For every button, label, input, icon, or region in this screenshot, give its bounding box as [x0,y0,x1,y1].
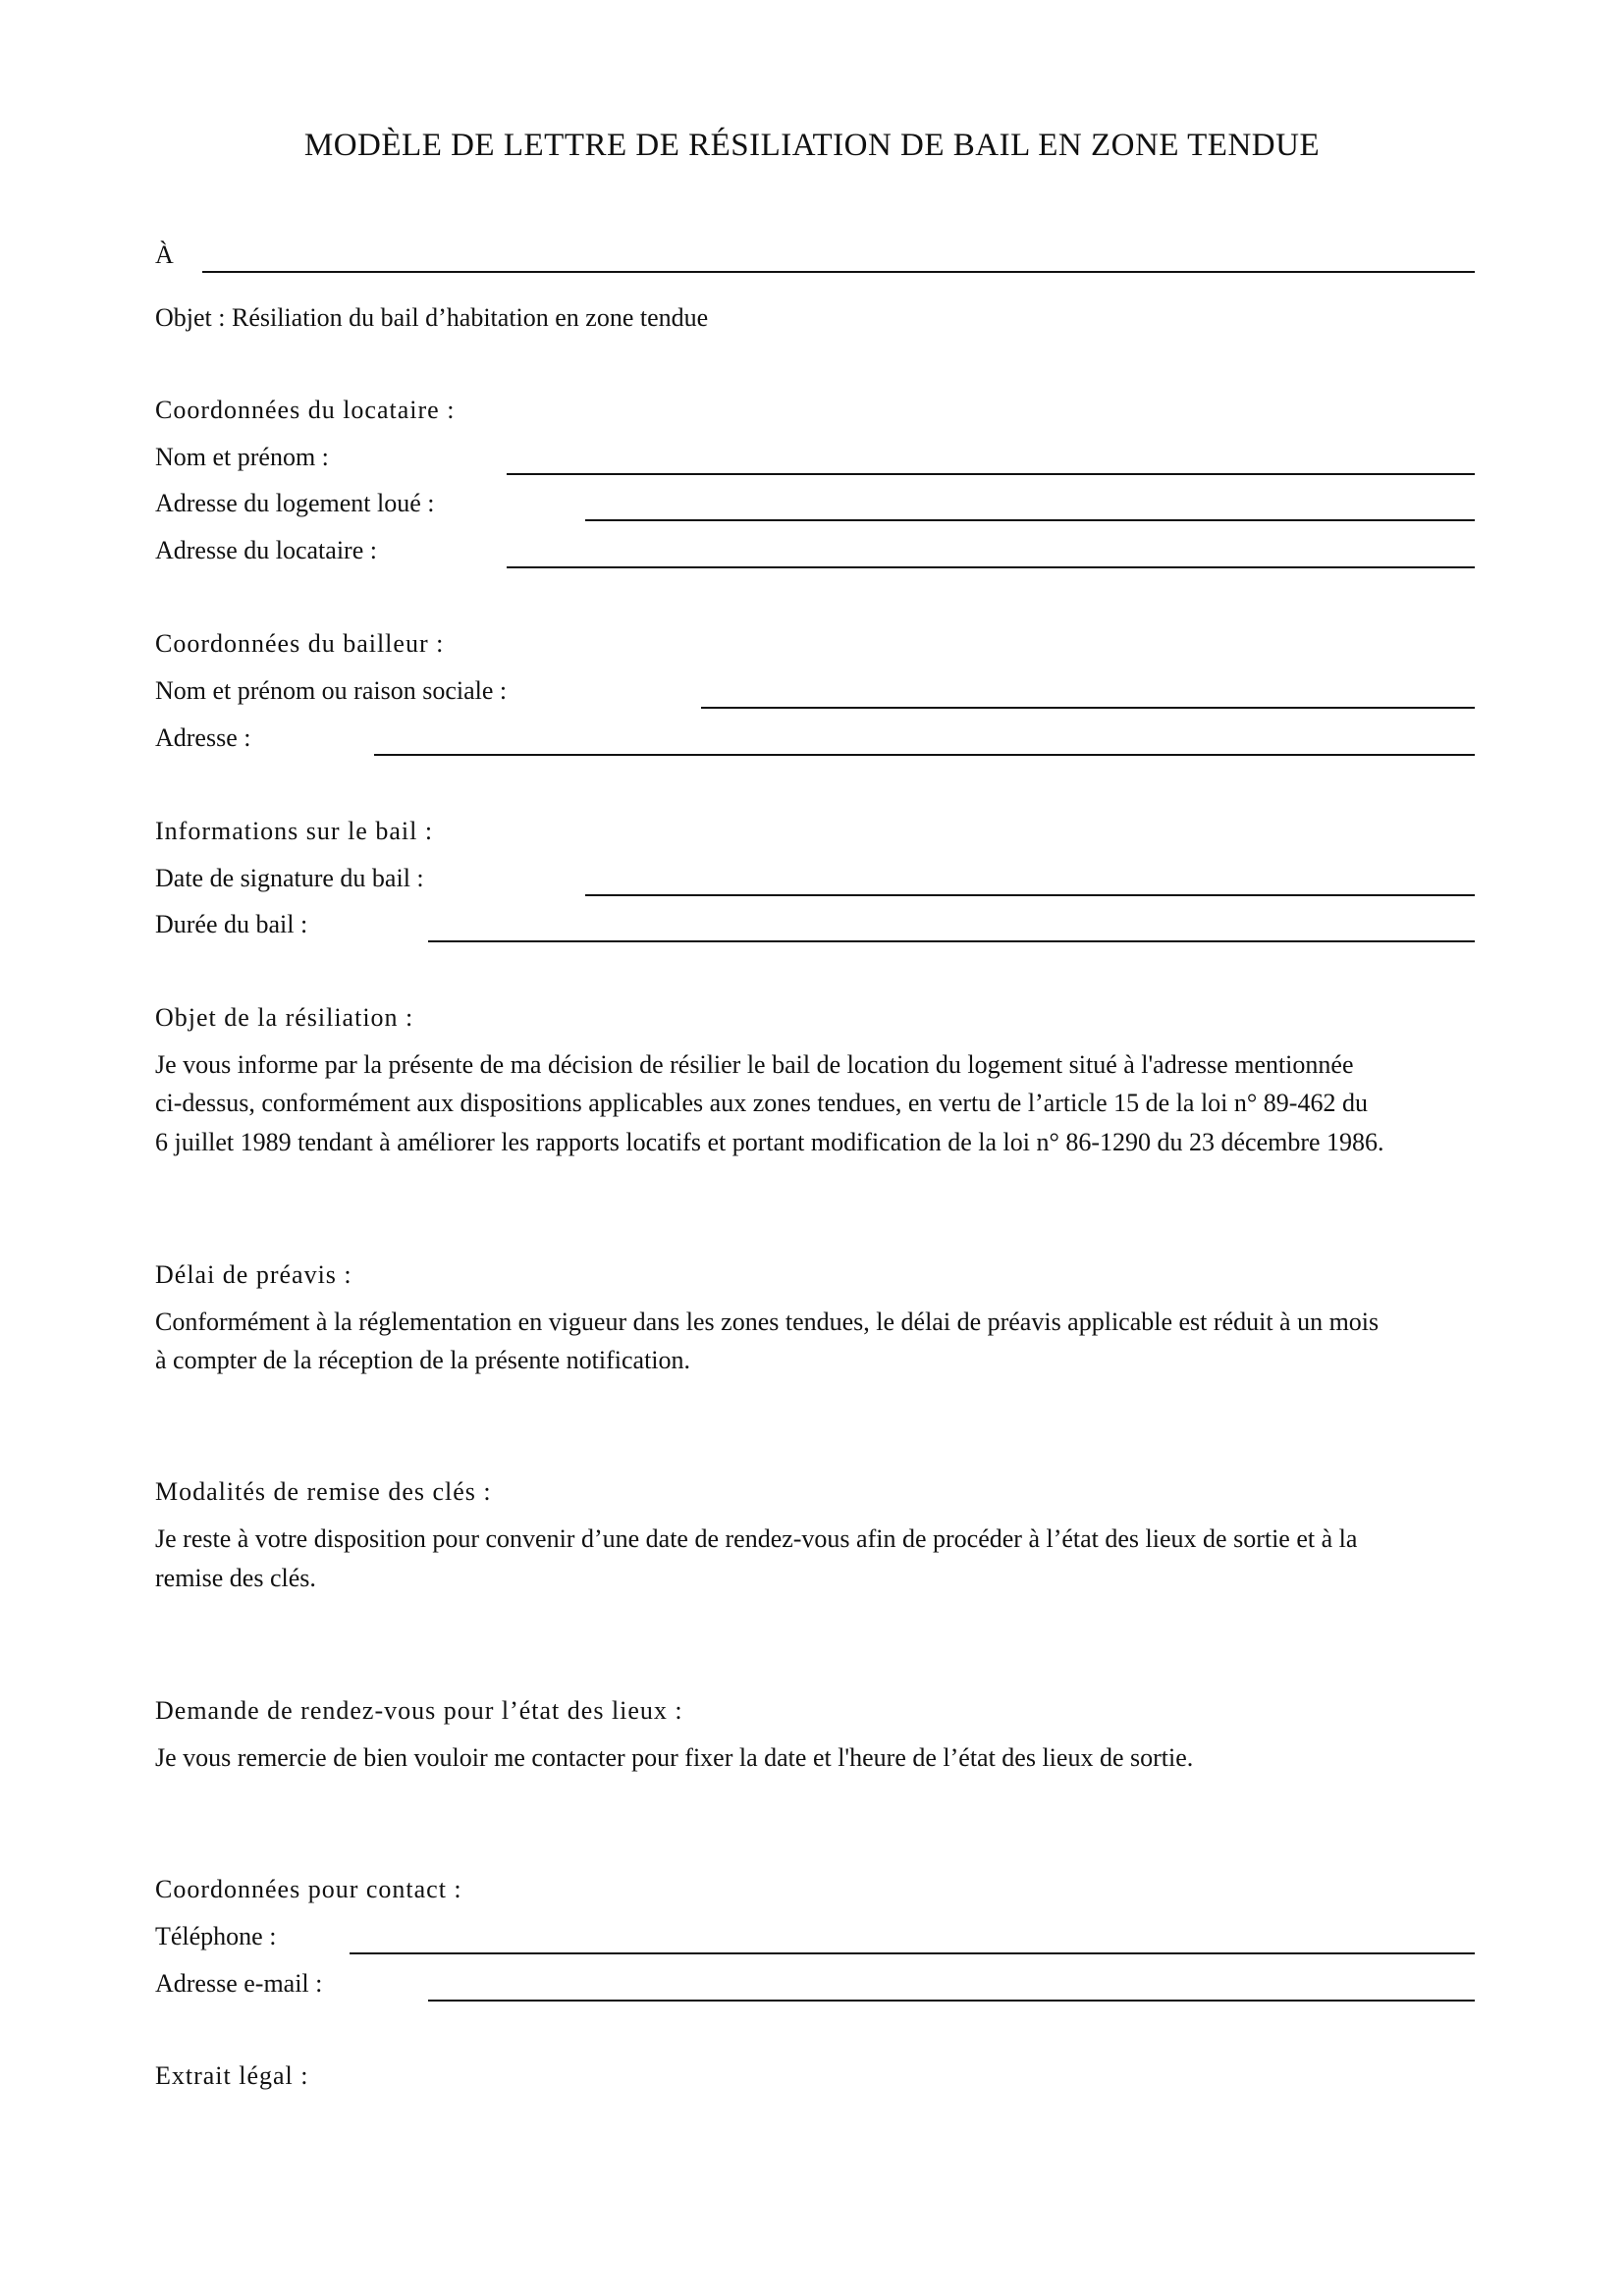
landlord-name-label: Nom et prénom ou raison sociale : [155,676,508,705]
termination-text-line-3: 6 juillet 1989 tendant à améliorer les rapports locatifs et portant modification de la loi n° 86-1290 du 23 décembre 1986. [155,1128,1384,1156]
inspection-text-line-1: Je vous remercie de bien vouloir me contacter pour fixer la date et l'heure de l’état des lieux de sortie. [155,1743,1194,1772]
termination-text-line-1: Je vous informe par la présente de ma décision de résilier le bail de location du logement situé à l'adresse mentionnée [155,1050,1354,1079]
notice-heading: Délai de préavis : [155,1260,352,1289]
phone-label: Téléphone : [155,1922,277,1950]
lease-duration-label: Durée du bail : [155,910,308,938]
rental-address-field[interactable] [585,519,1475,521]
recipient-label: À [155,240,174,269]
tenant-name-label: Nom et prénom : [155,443,329,471]
email-field[interactable] [428,2000,1475,2002]
lease-signature-date-field[interactable] [585,894,1475,896]
landlord-address-label: Adresse : [155,723,251,752]
keys-text-line-1: Je reste à votre disposition pour convenir d’une date de rendez-vous afin de procéder à l’état des lieux de sortie et à la [155,1524,1358,1553]
contact-heading: Coordonnées pour contact : [155,1875,462,1903]
notice-text-line-2: à compter de la réception de la présente notification. [155,1346,691,1374]
keys-text-line-2: remise des clés. [155,1564,316,1592]
landlord-heading: Coordonnées du bailleur : [155,629,445,658]
tenant-name-field[interactable] [507,473,1475,475]
phone-field[interactable] [350,1952,1475,1954]
tenant-address-field[interactable] [507,566,1475,568]
landlord-name-field[interactable] [701,707,1475,709]
recipient-field[interactable] [202,271,1475,273]
keys-heading: Modalités de remise des clés : [155,1477,492,1506]
landlord-address-field[interactable] [374,754,1475,756]
subject-line: Objet : Résiliation du bail d’habitation en zone tendue [155,303,709,332]
notice-text-line-1: Conformément à la réglementation en vigueur dans les zones tendues, le délai de préavis applicable est réduit à un mois [155,1308,1380,1336]
lease-heading: Informations sur le bail : [155,817,434,845]
lease-signature-date-label: Date de signature du bail : [155,864,424,892]
legal-heading: Extrait légal : [155,2061,309,2090]
termination-heading: Objet de la résiliation : [155,1003,414,1032]
termination-text-line-2: ci-dessus, conformément aux dispositions applicables aux zones tendues, en vertu de l’article 15 de la loi n° 89-462 du [155,1089,1368,1117]
document-title: MODÈLE DE LETTRE DE RÉSILIATION DE BAIL EN ZONE TENDUE [303,128,1321,163]
inspection-heading: Demande de rendez-vous pour l’état des lieux : [155,1696,683,1725]
rental-address-label: Adresse du logement loué : [155,489,435,517]
lease-duration-field[interactable] [428,940,1475,942]
tenant-address-label: Adresse du locataire : [155,536,377,564]
tenant-heading: Coordonnées du locataire : [155,396,456,424]
email-label: Adresse e-mail : [155,1969,323,1998]
